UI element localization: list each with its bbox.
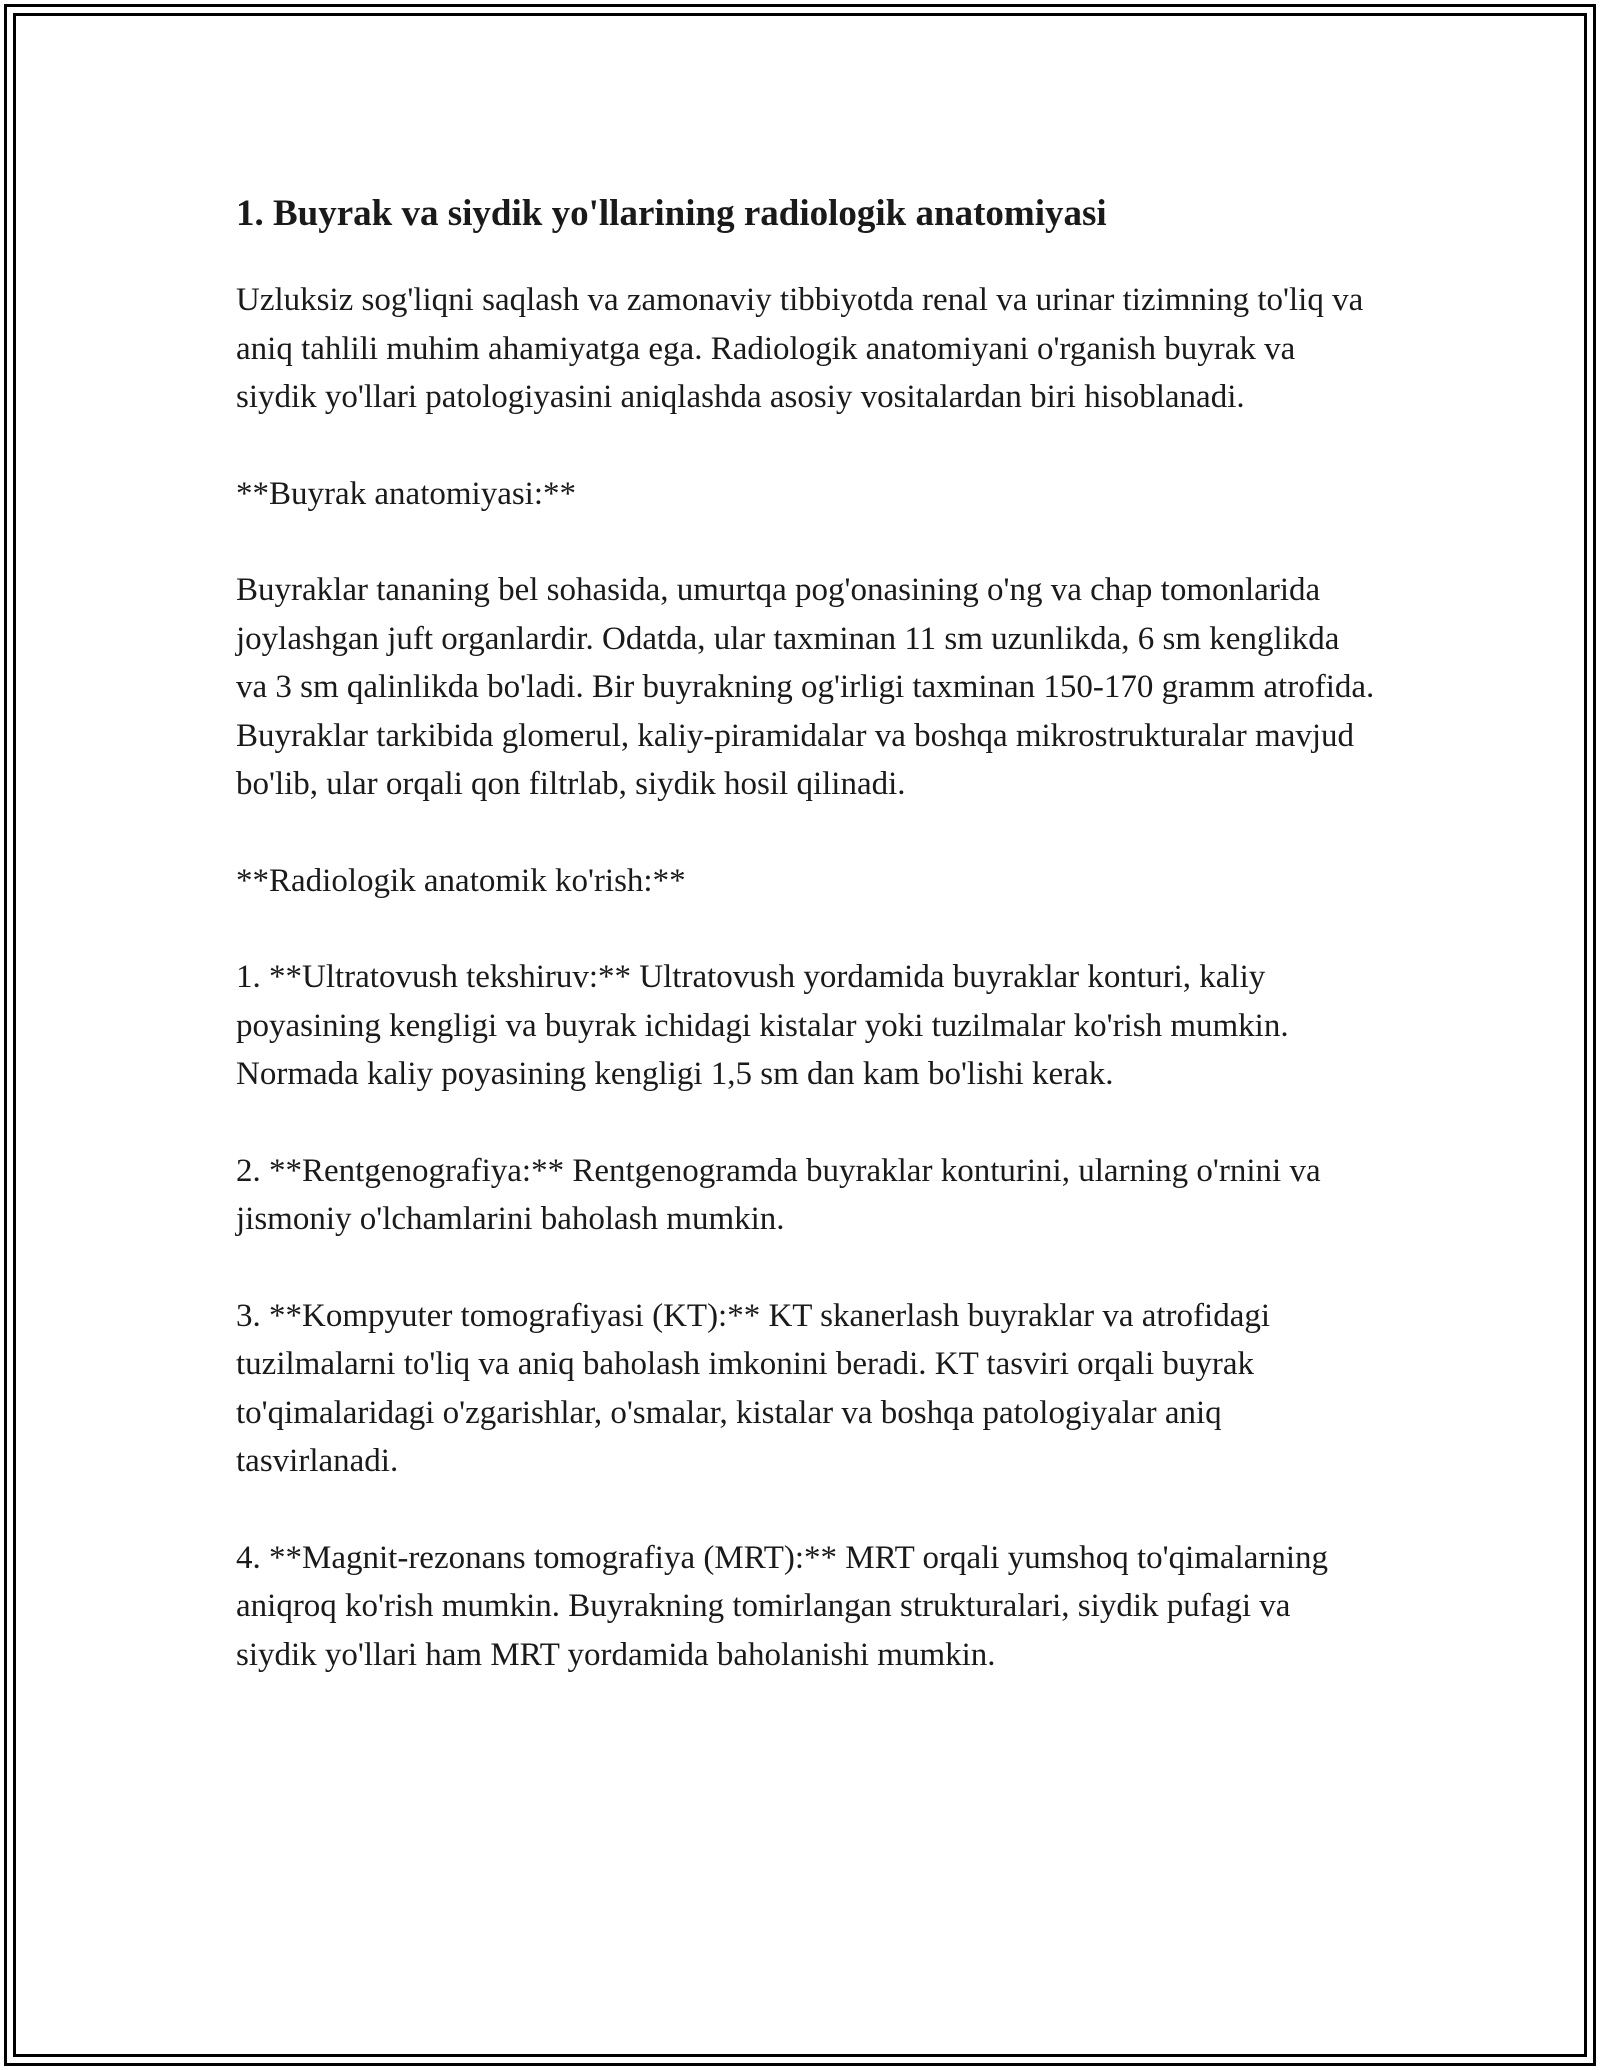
heading-kidney-anatomy: **Buyrak anatomiyasi:** [236,475,577,512]
list-item-radiography: 2. **Rentgenografiya:** Rentgenogramda buyraklar konturini, ularning o'rnini va jismoniy o'lchamlarini baholash mumkin. [236,1152,1321,1237]
list-item-ultrasound: 1. **Ultratovush tekshiruv:** Ultratovush yordamida buyraklar konturi, kaliy poyasining kengligi va buyrak ichidagi kistalar yoki tuzilmalar ko'rish mumkin. Normada kaliy poyasining kengligi 1,5 sm dan kam bo'lishi kerak. [236,959,1289,1092]
paragraph-kidney-anatomy: Buyraklar tananing bel sohasida, umurtqa pog'onasining o'ng va chap tomonlarida joylashgan juft organlardir. Odatda, ular taxminan 11 sm uzunlikda, 6 sm kenglikda va 3 sm qalinlikda bo'ladi. Bir buyrakning og'irligi taxminan 150-170 gramm atrofida. Buyraklar tarkibida glomerul, kaliy-piramidalar va boshqa mikrostrukturalar mavjud bo'lib, ular orqali qon filtrlab, siydik hosil qilinadi. [236,572,1375,802]
document-title: 1. Buyrak va siydik yo'llarining radiologik anatomiyasi [236,193,1107,234]
heading-radiologic-view: **Radiologik anatomik ko'rish:** [236,862,686,899]
document-page [236,188,1376,1727]
list-item-ct: 3. **Kompyuter tomografiyasi (KT):** KT skanerlash buyraklar va atrofidagi tuzilmalarni to'liq va aniq baholash imkonini beradi. KT tasviri orqali buyrak to'qimalaridagi o'zgarishlar, o'smalar, kistalar va boshqa patologiyalar aniq tasvirlanadi. [236,1297,1271,1479]
paragraph-intro: Uzluksiz sog'liqni saqlash va zamonaviy tibbiyotda renal va urinar tizimning to'liq va aniq tahlili muhim ahamiyatga ega. Radiologik anatomiyani o'rganish buyrak va siydik yo'llari patologiyasini aniqlashda asosiy vositalardan biri hisoblanadi. [236,282,1364,415]
list-item-mri: 4. **Magnit-rezonans tomografiya (MRT):** MRT orqali yumshoq to'qimalarning aniqroq ko'rish mumkin. Buyrakning tomirlangan strukturalari, siydik pufagi va siydik yo'llari ham MRT yordamida baholanishi mumkin. [236,1539,1329,1673]
